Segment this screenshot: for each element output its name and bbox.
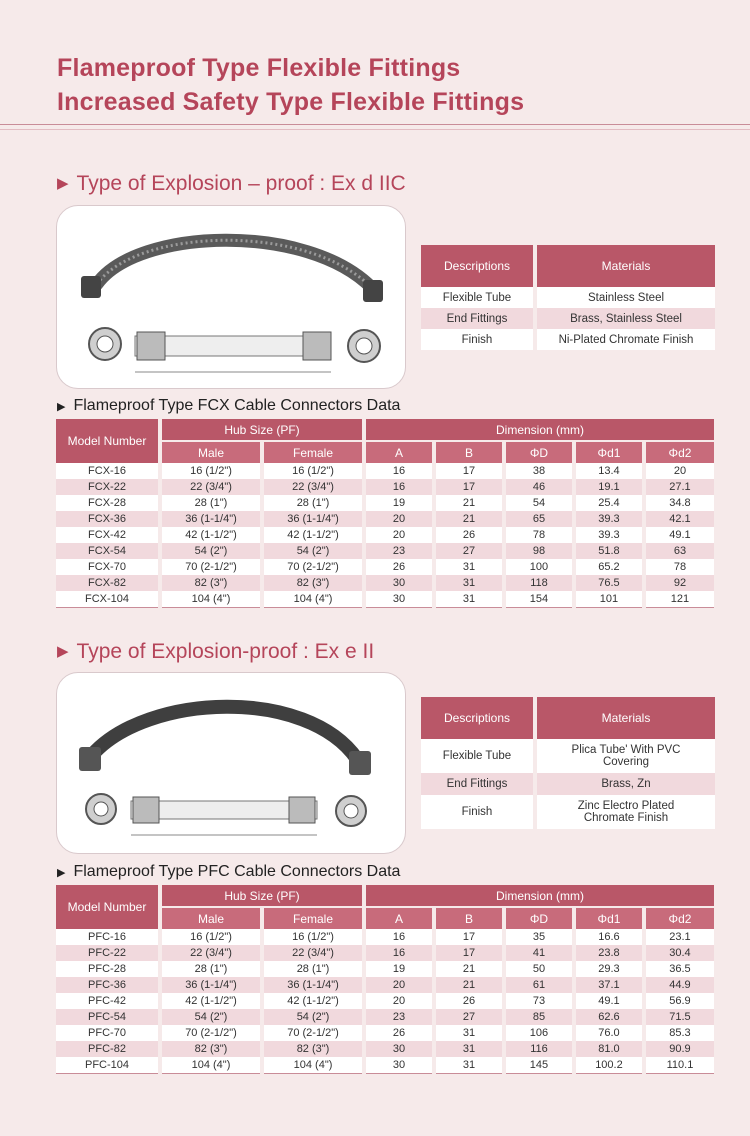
value-cell: 27.1 xyxy=(644,479,714,495)
column-header: Female xyxy=(262,907,364,929)
column-header: ΦD xyxy=(504,907,574,929)
value-cell: 31 xyxy=(434,591,504,608)
fcx-data-table xyxy=(56,419,714,608)
flexible-fitting-illustration xyxy=(57,206,405,388)
value-cell: 31 xyxy=(434,1041,504,1057)
value-cell: 31 xyxy=(434,559,504,575)
model-cell: FCX-42 xyxy=(56,527,160,543)
value-cell: 31 xyxy=(434,575,504,591)
value-cell: 23 xyxy=(364,1009,434,1025)
descriptions-header: Descriptions xyxy=(421,245,533,287)
value-cell: 16 xyxy=(364,463,434,479)
value-cell: 98 xyxy=(504,543,574,559)
desc-cell: Finish xyxy=(421,329,533,350)
value-cell: 16 (1/2") xyxy=(262,463,364,479)
table-row xyxy=(56,575,714,591)
value-cell: 70 (2-1/2") xyxy=(262,1025,364,1041)
model-cell: PFC-70 xyxy=(56,1025,160,1041)
value-cell: 104 (4") xyxy=(160,591,262,608)
material-cell: Stainless Steel xyxy=(537,287,715,308)
value-cell: 82 (3") xyxy=(160,1041,262,1057)
value-cell: 81.0 xyxy=(574,1041,644,1057)
pfc-table-title-text: Flameproof Type PFC Cable Connectors Data xyxy=(73,863,401,880)
model-number-header: Model Number xyxy=(56,885,160,929)
hub-size-header: Hub Size (PF) xyxy=(160,885,364,907)
table-row xyxy=(56,1009,714,1025)
value-cell: 20 xyxy=(364,993,434,1009)
value-cell: 50 xyxy=(504,961,574,977)
value-cell: 104 (4") xyxy=(160,1057,262,1074)
value-cell: 21 xyxy=(434,961,504,977)
value-cell: 73 xyxy=(504,993,574,1009)
value-cell: 62.6 xyxy=(574,1009,644,1025)
value-cell: 56.9 xyxy=(644,993,714,1009)
value-cell: 29.3 xyxy=(574,961,644,977)
table-row xyxy=(56,1025,714,1041)
materials-header: Materials xyxy=(537,245,715,287)
value-cell: 19.1 xyxy=(574,479,644,495)
column-header: Male xyxy=(160,441,262,463)
column-header: Φd1 xyxy=(574,441,644,463)
value-cell: 41 xyxy=(504,945,574,961)
value-cell: 26 xyxy=(364,1025,434,1041)
value-cell: 19 xyxy=(364,495,434,511)
table-row xyxy=(56,977,714,993)
value-cell: 28 (1") xyxy=(160,495,262,511)
value-cell: 34.8 xyxy=(644,495,714,511)
value-cell: 42 (1-1/2") xyxy=(262,993,364,1009)
table-row xyxy=(56,1057,714,1074)
value-cell: 17 xyxy=(434,945,504,961)
section1-heading-text: Type of Explosion – proof : Ex d IIC xyxy=(76,172,406,195)
product-image-fcx xyxy=(56,205,406,389)
value-cell: 42.1 xyxy=(644,511,714,527)
table-row xyxy=(56,945,714,961)
value-cell: 61 xyxy=(504,977,574,993)
value-cell: 19 xyxy=(364,961,434,977)
value-cell: 36 (1-1/4") xyxy=(262,511,364,527)
value-cell: 49.1 xyxy=(574,993,644,1009)
model-cell: PFC-82 xyxy=(56,1041,160,1057)
table-row xyxy=(56,495,714,511)
column-header: Φd2 xyxy=(644,907,714,929)
value-cell: 16 xyxy=(364,479,434,495)
value-cell: 46 xyxy=(504,479,574,495)
model-cell: FCX-16 xyxy=(56,463,160,479)
column-header: Female xyxy=(262,441,364,463)
value-cell: 100 xyxy=(504,559,574,575)
value-cell: 21 xyxy=(434,495,504,511)
value-cell: 30 xyxy=(364,591,434,608)
value-cell: 37.1 xyxy=(574,977,644,993)
flexible-fitting-illustration xyxy=(57,673,405,853)
fcx-table-title xyxy=(57,397,400,415)
value-cell: 23.8 xyxy=(574,945,644,961)
value-cell: 121 xyxy=(644,591,714,608)
value-cell: 65 xyxy=(504,511,574,527)
triangle-bullet-icon: ▶ xyxy=(57,401,66,413)
model-cell: FCX-70 xyxy=(56,559,160,575)
value-cell: 13.4 xyxy=(574,463,644,479)
table-row xyxy=(56,527,714,543)
value-cell: 42 (1-1/2") xyxy=(160,527,262,543)
model-cell: PFC-28 xyxy=(56,961,160,977)
desc-cell: End Fittings xyxy=(421,773,533,795)
value-cell: 54 (2") xyxy=(160,1009,262,1025)
table-row xyxy=(56,1041,714,1057)
column-header: A xyxy=(364,441,434,463)
value-cell: 23.1 xyxy=(644,929,714,945)
value-cell: 16 (1/2") xyxy=(160,929,262,945)
model-cell: FCX-54 xyxy=(56,543,160,559)
value-cell: 30.4 xyxy=(644,945,714,961)
model-cell: PFC-16 xyxy=(56,929,160,945)
value-cell: 44.9 xyxy=(644,977,714,993)
value-cell: 31 xyxy=(434,1057,504,1074)
triangle-bullet-icon: ▶ xyxy=(57,643,69,660)
value-cell: 76.5 xyxy=(574,575,644,591)
value-cell: 26 xyxy=(434,527,504,543)
value-cell: 16 (1/2") xyxy=(160,463,262,479)
value-cell: 28 (1") xyxy=(262,495,364,511)
table-row xyxy=(56,479,714,495)
value-cell: 25.4 xyxy=(574,495,644,511)
value-cell: 22 (3/4") xyxy=(160,479,262,495)
column-header: B xyxy=(434,441,504,463)
value-cell: 145 xyxy=(504,1057,574,1074)
materials-table-1 xyxy=(421,245,715,350)
title-divider-2 xyxy=(0,129,750,130)
dimension-header: Dimension (mm) xyxy=(364,885,714,907)
value-cell: 35 xyxy=(504,929,574,945)
fcx-table-title-text: Flameproof Type FCX Cable Connectors Data xyxy=(73,397,401,414)
value-cell: 27 xyxy=(434,543,504,559)
materials-header: Materials xyxy=(537,697,715,739)
model-cell: PFC-54 xyxy=(56,1009,160,1025)
materials-table-2 xyxy=(421,697,715,829)
model-cell: FCX-22 xyxy=(56,479,160,495)
table-row xyxy=(56,463,714,479)
material-cell: Plica Tube' With PVC Covering xyxy=(537,739,715,773)
value-cell: 54 (2") xyxy=(262,1009,364,1025)
value-cell: 70 (2-1/2") xyxy=(160,1025,262,1041)
table-row xyxy=(56,961,714,977)
page-title: Flameproof Type Flexible Fittings xyxy=(57,54,461,82)
value-cell: 71.5 xyxy=(644,1009,714,1025)
value-cell: 54 (2") xyxy=(160,543,262,559)
triangle-bullet-icon: ▶ xyxy=(57,867,66,879)
value-cell: 38 xyxy=(504,463,574,479)
value-cell: 28 (1") xyxy=(160,961,262,977)
value-cell: 85.3 xyxy=(644,1025,714,1041)
value-cell: 65.2 xyxy=(574,559,644,575)
value-cell: 54 (2") xyxy=(262,543,364,559)
column-header: B xyxy=(434,907,504,929)
value-cell: 82 (3") xyxy=(262,575,364,591)
value-cell: 17 xyxy=(434,929,504,945)
value-cell: 20 xyxy=(364,511,434,527)
value-cell: 21 xyxy=(434,511,504,527)
table-row xyxy=(56,591,714,608)
value-cell: 36.5 xyxy=(644,961,714,977)
value-cell: 20 xyxy=(364,977,434,993)
hub-size-header: Hub Size (PF) xyxy=(160,419,364,441)
value-cell: 16.6 xyxy=(574,929,644,945)
value-cell: 118 xyxy=(504,575,574,591)
value-cell: 154 xyxy=(504,591,574,608)
value-cell: 70 (2-1/2") xyxy=(160,559,262,575)
material-cell: Brass, Zn xyxy=(537,773,715,795)
page-subtitle: Increased Safety Type Flexible Fittings xyxy=(57,88,525,116)
value-cell: 36 (1-1/4") xyxy=(160,511,262,527)
value-cell: 16 xyxy=(364,929,434,945)
model-cell: PFC-36 xyxy=(56,977,160,993)
value-cell: 39.3 xyxy=(574,527,644,543)
title-divider xyxy=(0,124,750,125)
value-cell: 22 (3/4") xyxy=(262,479,364,495)
value-cell: 36 (1-1/4") xyxy=(262,977,364,993)
pfc-table-title xyxy=(57,863,400,881)
table-row xyxy=(56,559,714,575)
descriptions-header: Descriptions xyxy=(421,697,533,739)
value-cell: 17 xyxy=(434,463,504,479)
value-cell: 22 (3/4") xyxy=(160,945,262,961)
value-cell: 82 (3") xyxy=(160,575,262,591)
model-number-header: Model Number xyxy=(56,419,160,463)
value-cell: 30 xyxy=(364,575,434,591)
table-row xyxy=(56,543,714,559)
model-cell: FCX-28 xyxy=(56,495,160,511)
value-cell: 31 xyxy=(434,1025,504,1041)
value-cell: 116 xyxy=(504,1041,574,1057)
value-cell: 49.1 xyxy=(644,527,714,543)
value-cell: 54 xyxy=(504,495,574,511)
value-cell: 101 xyxy=(574,591,644,608)
value-cell: 30 xyxy=(364,1057,434,1074)
table-row xyxy=(56,929,714,945)
value-cell: 82 (3") xyxy=(262,1041,364,1057)
triangle-bullet-icon: ▶ xyxy=(57,175,69,192)
value-cell: 78 xyxy=(644,559,714,575)
material-cell: Ni-Plated Chromate Finish xyxy=(537,329,715,350)
value-cell: 78 xyxy=(504,527,574,543)
desc-cell: Flexible Tube xyxy=(421,739,533,773)
table-row xyxy=(56,511,714,527)
value-cell: 16 (1/2") xyxy=(262,929,364,945)
value-cell: 36 (1-1/4") xyxy=(160,977,262,993)
model-cell: PFC-42 xyxy=(56,993,160,1009)
section2-heading-text: Type of Explosion-proof : Ex e II xyxy=(76,640,375,663)
column-header: ΦD xyxy=(504,441,574,463)
value-cell: 90.9 xyxy=(644,1041,714,1057)
value-cell: 63 xyxy=(644,543,714,559)
pfc-data-table xyxy=(56,885,714,1074)
value-cell: 106 xyxy=(504,1025,574,1041)
model-cell: FCX-104 xyxy=(56,591,160,608)
value-cell: 110.1 xyxy=(644,1057,714,1074)
column-header: Φd2 xyxy=(644,441,714,463)
value-cell: 26 xyxy=(434,993,504,1009)
value-cell: 42 (1-1/2") xyxy=(160,993,262,1009)
desc-cell: Finish xyxy=(421,795,533,829)
value-cell: 42 (1-1/2") xyxy=(262,527,364,543)
column-header: Male xyxy=(160,907,262,929)
desc-cell: End Fittings xyxy=(421,308,533,329)
value-cell: 39.3 xyxy=(574,511,644,527)
value-cell: 20 xyxy=(644,463,714,479)
model-cell: PFC-22 xyxy=(56,945,160,961)
value-cell: 27 xyxy=(434,1009,504,1025)
value-cell: 100.2 xyxy=(574,1057,644,1074)
value-cell: 26 xyxy=(364,559,434,575)
dimension-header: Dimension (mm) xyxy=(364,419,714,441)
value-cell: 23 xyxy=(364,543,434,559)
column-header: A xyxy=(364,907,434,929)
section1-heading xyxy=(57,172,406,196)
model-cell: PFC-104 xyxy=(56,1057,160,1074)
value-cell: 51.8 xyxy=(574,543,644,559)
value-cell: 20 xyxy=(364,527,434,543)
value-cell: 17 xyxy=(434,479,504,495)
product-image-pfc xyxy=(56,672,406,854)
value-cell: 76.0 xyxy=(574,1025,644,1041)
value-cell: 22 (3/4") xyxy=(262,945,364,961)
desc-cell: Flexible Tube xyxy=(421,287,533,308)
value-cell: 92 xyxy=(644,575,714,591)
model-cell: FCX-82 xyxy=(56,575,160,591)
value-cell: 70 (2-1/2") xyxy=(262,559,364,575)
value-cell: 28 (1") xyxy=(262,961,364,977)
table-row xyxy=(56,993,714,1009)
value-cell: 104 (4") xyxy=(262,591,364,608)
model-cell: FCX-36 xyxy=(56,511,160,527)
value-cell: 16 xyxy=(364,945,434,961)
value-cell: 30 xyxy=(364,1041,434,1057)
value-cell: 21 xyxy=(434,977,504,993)
material-cell: Brass, Stainless Steel xyxy=(537,308,715,329)
column-header: Φd1 xyxy=(574,907,644,929)
value-cell: 104 (4") xyxy=(262,1057,364,1074)
material-cell: Zinc Electro Plated Chromate Finish xyxy=(537,795,715,829)
value-cell: 85 xyxy=(504,1009,574,1025)
section2-heading xyxy=(57,640,374,664)
